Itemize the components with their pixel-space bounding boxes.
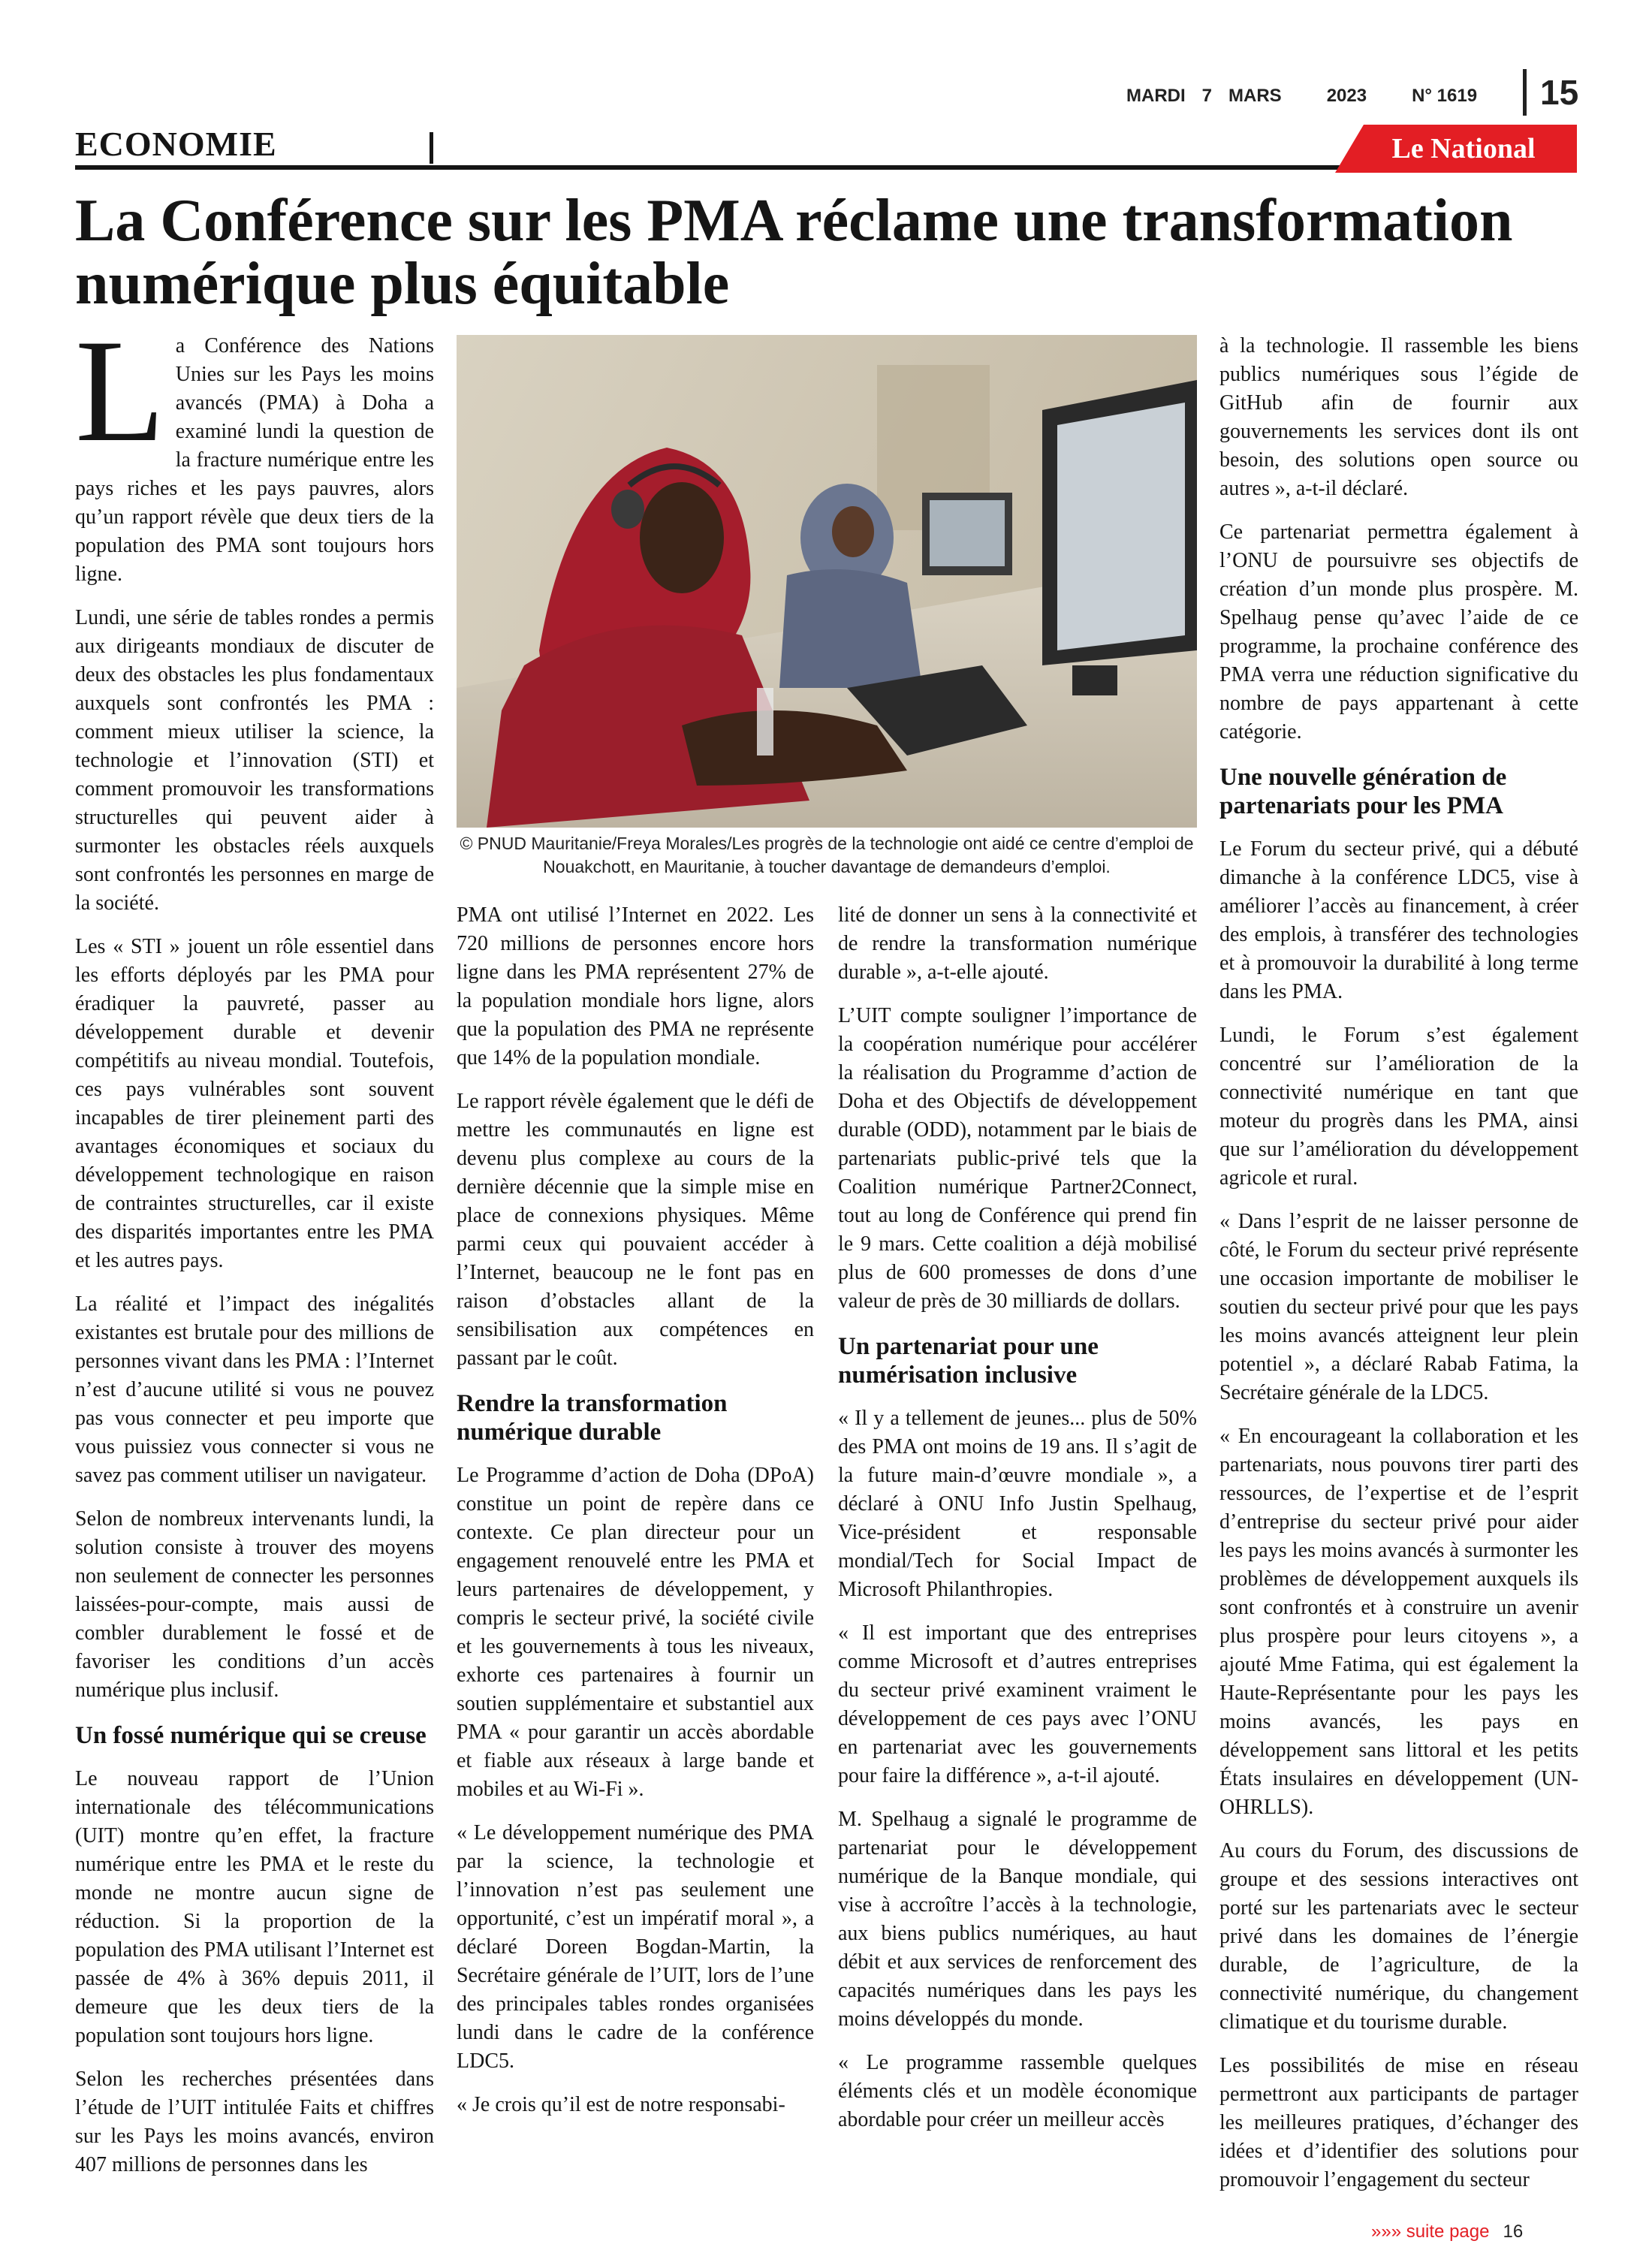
paragraph: La réalité et l’impact des inégalités existantes est brutale pour des millions de personnes vivant dans les PMA : l’Internet n’est d’aucune utilité si vous ne pouvez pas vous connecter et peu importe que vous puissiez vous connecter si vous ne savez pas comment utiliser un navigateur.	[75, 1292, 434, 1487]
paragraph: « Il est important que des entreprises comme Microsoft et d’autres entreprises du secteur privé examinent vraiment le développement de ces pays avec l’ONU en partenariat avec les gouvernements pour faire la différence », a-t-il ajouté.	[838, 1621, 1197, 1787]
paragraph: « Le développement numérique des PMA par la science, la technologie et l’innovation n’est pas seulement une opportunité, c’est un impératif moral », a déclaré Doreen Bogdan-Martin, la Secrétaire générale de l’UIT, lors de l’une des principales tables rondes organisées lundi dans le cadre de la conférence LDC5.	[457, 1821, 814, 2073]
paragraph: Le Programme d’action de Doha (DPoA) constitue un point de repère dans ce contexte. Ce plan directeur pour un engagement renouvelé entre les PMA et leurs partenaires de développement, y compris le secteur privé, la société civile et les gouvernements à tous les niveaux, exhorte ces partenaires à fournir un soutien supplémentaire et substantiel aux PMA « pour garantir un accès abordable et fiable aux réseaux à large bande et mobiles et au Wi-Fi ».	[457, 1464, 814, 1801]
article-column-4	[1219, 332, 1578, 2209]
lead-text: a Conférence des Nations Unies sur les Pays les moins avancés (PMA) à Doha a examiné lundi la question de la fracture numérique entre les pays riches et les pays pauvres, alors qu’un rapport révèle que deux tiers de la population des PMA sont toujours hors ligne.	[75, 334, 434, 586]
paragraph: Lundi, une série de tables rondes a permis aux dirigeants mondiaux de discuter de deux des obstacles les plus fondamentaux auxquels sont confrontés les PMA : comment mieux utiliser la science, la technologie et l’innovation (STI) et comment promouvoir les transformations structurelles qui peuvent aider à surmonter les obstacles réels auxquels sont confrontés les personnes en marge de la société.	[75, 606, 434, 915]
paragraph: « Dans l’esprit de ne laisser personne de côté, le Forum du secteur privé représente une occasion importante de mobiliser le soutien du secteur privé pour que les pays les moins avancés atteignent leur plein potentiel », a déclaré Rabab Fatima, la Secrétaire générale de la LDC5.	[1219, 1210, 1578, 1404]
paragraph: M. Spelhaug a signalé le programme de partenariat pour le développement numérique de la Banque mondiale, qui vise à accroître l’accès à la technologie, aux biens publics numériques, au haut débit et aux services de renforcement des capacités numériques dans les pays les moins développés du monde.	[838, 1808, 1197, 2031]
section-rule	[75, 165, 1404, 170]
brand-label: Le National	[1391, 133, 1536, 164]
paragraph: L’UIT compte souligner l’importance de la coopération numérique pour accélérer la réalisation du Programme d’action de Doha et des Objectifs de développement durable (ODD), notamment par le biais de partenariats public-privé tels que la Coalition numérique Partner2Connect, tout au long de Conférence qui prend fin le 9 mars. Cette coalition a déjà mobilisé plus de 600 promesses de dons d’une valeur de près de 30 milliards de dollars.	[838, 1004, 1197, 1313]
paragraph: à la technologie. Il rassemble les biens publics numériques sous l’égide de GitHub afin de fournir aux gouvernements les services dont ils ont besoin, des solutions open source ou autres », a-t-il déclaré.	[1219, 334, 1578, 500]
article-column-3	[838, 901, 1197, 2149]
photo-caption: © PNUD Mauritanie/Freya Morales/Les progrès de la technologie ont aidé ce centre d’emploi de Nouakchott, en Mauritanie, à toucher davantage de demandeurs d’emploi.	[460, 834, 1194, 876]
issue-number: N° 1619	[1412, 86, 1478, 106]
paragraph: Ce partenariat permettra également à l’ONU de poursuivre ses objectifs de création d’un monde plus prospère. M. Spelhaug pense qu’avec l’aide de ce programme, la prochaine conférence des PMA verra une réduction significative du nombre de pays appartenant à cette catégorie.	[1219, 520, 1578, 743]
subheading: Rendre la transformation numérique durable	[457, 1390, 728, 1446]
paragraph: lité de donner un sens à la connectivité et de rendre la transformation numérique durable », a-t-elle ajouté.	[838, 903, 1197, 984]
paragraph: Le rapport révèle également que le défi de mettre les communautés en ligne est devenu plus complexe au cours de la dernière décennie que la simple mise en place de connexions physiques. Même parmi ceux qui pouvaient accéder à l’Internet, beaucoup ne le font pas en raison d’obstacles allant de la sensibilisation aux compétences en passant par le coût.	[457, 1090, 814, 1370]
issue-date: 7	[1201, 86, 1213, 106]
continued-label: »»» suite page	[1371, 2221, 1490, 2242]
article-photo	[457, 335, 1197, 828]
issue-month: MARS	[1228, 86, 1282, 106]
paragraph: « Je crois qu’il est de notre responsabi-	[457, 2093, 785, 2116]
page-number: 15	[1523, 69, 1578, 116]
issue-day: MARDI	[1126, 86, 1186, 106]
subheading: Un fossé numérique qui se creuse	[75, 1722, 427, 1749]
article-column-2	[457, 901, 814, 2134]
subheading: Un partenariat pour une numérisation inclusive	[838, 1333, 1099, 1389]
subheading: Une nouvelle génération de partenariats pour les PMA	[1219, 764, 1507, 819]
paragraph: « En encourageant la collaboration et les partenariats, nous pouvons tirer parti des ressources, de l’expertise et de l’esprit d’entreprise du secteur privé pour aider les pays les moins avancés à surmonter les problèmes de développement auxquels ils sont confrontés et à construire un avenir plus prospère pour leurs citoyens », a ajouté Mme Fatima, qui est également la Haute-Représentante pour les pays les moins avancés, les pays en développement sans littoral et les petits États insulaires en développement (UN-OHRLLS).	[1219, 1425, 1578, 1819]
issue-year: 2023	[1326, 86, 1367, 106]
paragraph: PMA ont utilisé l’Internet en 2022. Les 720 millions de personnes encore hors ligne dans les PMA représentent 27% de la population mondiale hors ligne, alors que la population des PMA ne représente que 14% de la population mondiale.	[457, 903, 814, 1069]
continued-page: 16	[1503, 2221, 1524, 2242]
paragraph: Selon les recherches présentées dans l’étude de l’UIT intitulée Faits et chiffres sur les Pays les moins avancés, environ 407 millions de personnes dans les	[75, 2068, 434, 2176]
article-column-1	[75, 309, 434, 2194]
paragraph: Lundi, le Forum s’est également concentré sur l’amélioration de la connectivité numérique en tant que moteur du progrès dans les PMA, ainsi que sur l’amélioration du développement agricole et rural.	[1219, 1024, 1578, 1190]
paragraph: Les possibilités de mise en réseau permettront aux participants de partager les meilleures pratiques, d’échanger des idées et d’identifier des solutions pour promouvoir l’engagement du secteur	[1219, 2054, 1578, 2191]
paragraph: Le Forum du secteur privé, qui a débuté dimanche à la conférence LDC5, vise à améliorer l’accès au financement, à créer des emplois, à transférer des technologies et à promouvoir la durabilité à long terme dans les PMA.	[1219, 837, 1578, 1003]
paragraph: Le nouveau rapport de l’Union internationale des télécommunications (UIT) montre qu’en effet, la fracture numérique entre les PMA et le reste du monde ne montre aucun signe de réduction. Si la proportion de la population des PMA utilisant l’Internet est passée de 4% à 36% depuis 2011, il demeure que les deux tiers de la population sont toujours hors ligne.	[75, 1767, 434, 2047]
section-label: ECONOMIE	[75, 125, 277, 163]
section-divider-tick	[430, 132, 433, 164]
paragraph: « Il y a tellement de jeunes... plus de 50% des PMA ont moins de 19 ans. Il s’agit de la future main-d’œuvre mondiale », a déclaré à ONU Info Justin Spelhaug, Vice-président et responsable mondial/Tech for Social Impact de Microsoft Philanthropies.	[838, 1407, 1197, 1601]
continued-link[interactable]	[1371, 2221, 1523, 2242]
paragraph: « Le programme rassemble quelques éléments clés et un modèle économique abordable pour créer un meilleur accès	[838, 2051, 1197, 2131]
paragraph: Au cours du Forum, des discussions de groupe et des sessions interactives ont porté sur les partenariats avec le secteur privé dans les domaines de l’énergie durable, de l’agriculture, de la connectivité numérique, du changement climatique et du tourisme durable.	[1219, 1839, 1578, 2034]
paragraph	[75, 309, 434, 589]
paragraph: Les « STI » jouent un rôle essentiel dans les efforts déployés par les PMA pour éradiquer la pauvreté, passer au développement durable et devenir compétitifs au niveau mondial. Toutefois, ces pays vulnérables sont souvent incapables de tirer pleinement parti des avantages économiques et sociaux du développement technologique en raison de contraintes structurelles, car il existe des disparités importantes entre les PMA et les autres pays.	[75, 935, 434, 1272]
issue-info	[1126, 81, 1517, 111]
headline: La Conférence sur les PMA réclame une transformation numérique plus équitable	[75, 188, 1513, 317]
drop-cap: L	[75, 309, 165, 472]
paragraph: Selon de nombreux intervenants lundi, la solution consiste à trouver des moyens non seulement de connecter les personnes laissées-pour-compte, mais aussi de combler durablement le fossé et de favoriser les conditions d’un accès numérique plus inclusif.	[75, 1507, 434, 1702]
